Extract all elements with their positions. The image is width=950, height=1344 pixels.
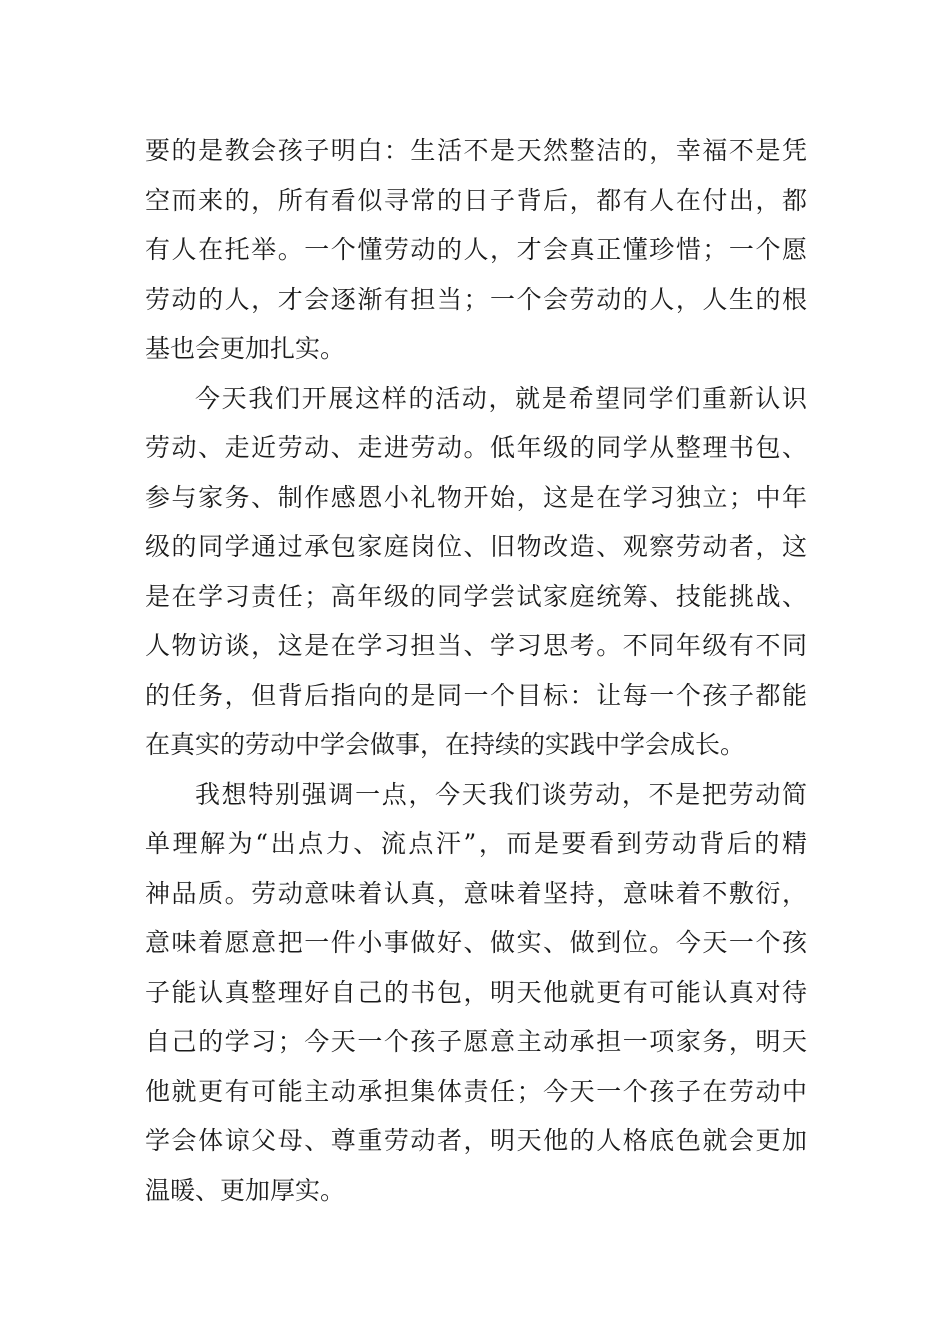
text-line: 子能认真整理好自己的书包，明天他就更有可能认真对待 [145,977,807,1007]
text-line: 空而来的，所有看似寻常的日子背后，都有人在付出，都 [145,185,807,215]
paragraph-1 [145,126,807,374]
text-line: 单理解为“出点力、流点汗”，而是要看到劳动背后的精 [145,829,807,858]
text-line: 人物访谈，这是在学习担当、学习思考。不同年级有不同 [145,631,807,660]
paragraph-2 [145,374,807,770]
text-line: 劳动、走近劳动、走进劳动。低年级的同学从整理书包、 [145,433,807,462]
text-line: 级的同学通过承包家庭岗位、旧物改造、观察劳动者，这 [145,532,807,561]
text-line: 学会体谅父母、尊重劳动者，明天他的人格底色就会更加 [145,1126,807,1155]
text-line: 意味着愿意把一件小事做好、做实、做到位。今天一个孩 [145,928,807,957]
text-line: 劳动的人，才会逐渐有担当；一个会劳动的人，人生的根 [145,284,807,314]
text-line: 我想特别强调一点，今天我们谈劳动，不是把劳动简 [195,779,807,809]
text-line: 今天我们开展这样的活动，就是希望同学们重新认识 [195,383,807,413]
text-line: 自己的学习；今天一个孩子愿意主动承担一项家务，明天 [145,1027,807,1056]
text-line: 是在学习责任；高年级的同学尝试家庭统筹、技能挑战、 [145,581,807,611]
text-line: 在真实的劳动中学会做事，在持续的实践中学会成长。 [145,730,746,759]
text-line: 温暖、更加厚实。 [145,1175,346,1205]
text-line: 基也会更加扎实。 [145,334,346,363]
text-line: 参与家务、制作感恩小礼物开始，这是在学习独立；中年 [145,482,807,512]
paragraph-3 [145,770,807,1216]
text-line: 他就更有可能主动承担集体责任；今天一个孩子在劳动中 [145,1076,807,1106]
text-line: 要的是教会孩子明白：生活不是天然整洁的，幸福不是凭 [145,136,807,165]
text-line: 有人在托举。一个懂劳动的人，才会真正懂珍惜；一个愿 [145,235,807,264]
text-line: 的任务，但背后指向的是同一个目标：让每一个孩子都能 [145,680,807,710]
document-body [145,126,807,1215]
text-line: 神品质。劳动意味着认真，意味着坚持，意味着不敷衍， [145,878,807,908]
